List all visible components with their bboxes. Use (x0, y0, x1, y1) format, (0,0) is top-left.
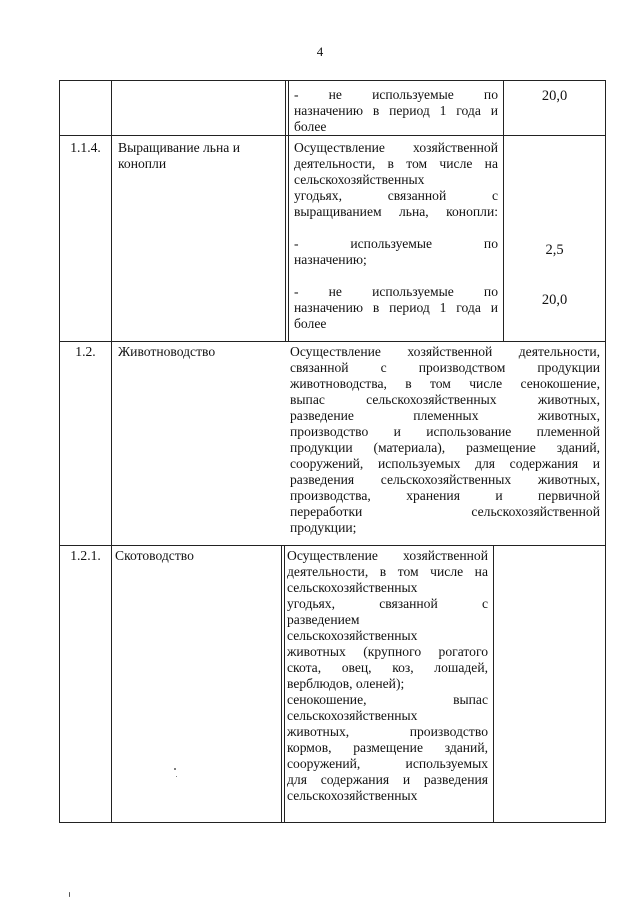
text-line: выращиванием льна, конопли: (294, 204, 498, 219)
scan-speck (176, 776, 177, 777)
text-line: сельскохозяйственных (294, 172, 425, 187)
text-line: деятельности, в том числе на (287, 564, 488, 579)
description-cell (290, 344, 600, 536)
column-divider (111, 80, 112, 823)
text-line: - не используемые по (294, 87, 498, 102)
text-line: кормов, размещение зданий, (287, 740, 488, 755)
text-line: сельскохозяйственных (287, 708, 418, 723)
column-divider (285, 80, 286, 341)
text-line: Выращивание льна и (118, 140, 240, 155)
table-border-left (59, 80, 60, 823)
row-divider (59, 545, 606, 546)
text-line: производства, хранения и первичной (290, 488, 600, 503)
text-line: разведение племенных животных, (290, 408, 600, 423)
value-cell: 2,5 (545, 242, 564, 258)
value-cell: 20,0 (541, 292, 568, 308)
text-line: сооружений, используемых (287, 756, 488, 771)
text-line: для содержания и разведения (287, 772, 488, 787)
text-line: Осуществление хозяйственной деятельности, (290, 344, 600, 359)
text-line: - используемые по (294, 236, 498, 251)
text-line: скота, овец, коз, лошадей, (287, 660, 488, 675)
text-line: более (294, 119, 327, 134)
table-border-bottom (59, 822, 606, 823)
scan-speck (69, 892, 70, 897)
text-line: угодьях, связанной с (287, 596, 488, 611)
column-divider (284, 545, 285, 822)
text-line: угодьях, связанной с (294, 188, 498, 203)
row-number: 1.2.1. (70, 548, 101, 563)
text-line: Осуществление хозяйственной (294, 140, 498, 155)
row-number: 1.2. (75, 344, 96, 359)
text-line: Осуществление хозяйственной (287, 548, 488, 563)
text-line: - не используемые по (294, 284, 498, 299)
row-number: 1.1.4. (70, 140, 101, 155)
row-name (118, 140, 283, 172)
column-divider (281, 545, 282, 822)
table-border-right (605, 80, 606, 823)
column-divider (493, 545, 494, 822)
text-line: животных, производство (287, 724, 488, 739)
text-line: разведением (287, 612, 360, 627)
text-line: производство и использование племенной (290, 424, 600, 439)
column-divider (288, 80, 289, 341)
text-line: деятельности, в том числе на (294, 156, 498, 171)
row-divider (59, 341, 606, 342)
text-line: переработки сельскохозяйственной (290, 504, 600, 519)
scan-speck (174, 768, 176, 770)
text-line: разведения сельскохозяйственных животных, (290, 472, 600, 487)
text-line: назначению в период 1 года и (294, 300, 498, 315)
text-line: более (294, 316, 327, 331)
text-line: назначению в период 1 года и (294, 103, 498, 118)
page-number: 4 (316, 44, 324, 59)
text-line: продукции (материала), размещение зданий, (290, 440, 600, 455)
text-line: связанной с производством продукции (290, 360, 600, 375)
text-line: верблюдов, оленей); (287, 676, 405, 691)
text-line: животноводства, в том числе сенокошение, (290, 376, 600, 391)
row-name: Животноводство (118, 344, 216, 359)
row-divider (59, 135, 606, 136)
description-cell (294, 87, 498, 135)
description-cell (294, 140, 498, 332)
text-line: продукции; (290, 520, 357, 535)
text-line: сельскохозяйственных (287, 788, 418, 803)
value-cell: 20,0 (541, 88, 568, 104)
text-line: сенокошение, выпас (287, 692, 488, 707)
table-border-top (59, 80, 606, 81)
text-line: выпас сельскохозяйственных животных, (290, 392, 600, 407)
text-line: сельскохозяйственных (287, 580, 418, 595)
text-line: сельскохозяйственных (287, 628, 418, 643)
row-name: Скотоводство (115, 548, 194, 563)
text-line: конопли (118, 156, 167, 171)
description-cell (287, 548, 488, 804)
text-line: животных (крупного рогатого (287, 644, 488, 659)
text-line: сооружений, используемых для содержания и (290, 456, 600, 471)
text-line: назначению; (294, 252, 367, 267)
